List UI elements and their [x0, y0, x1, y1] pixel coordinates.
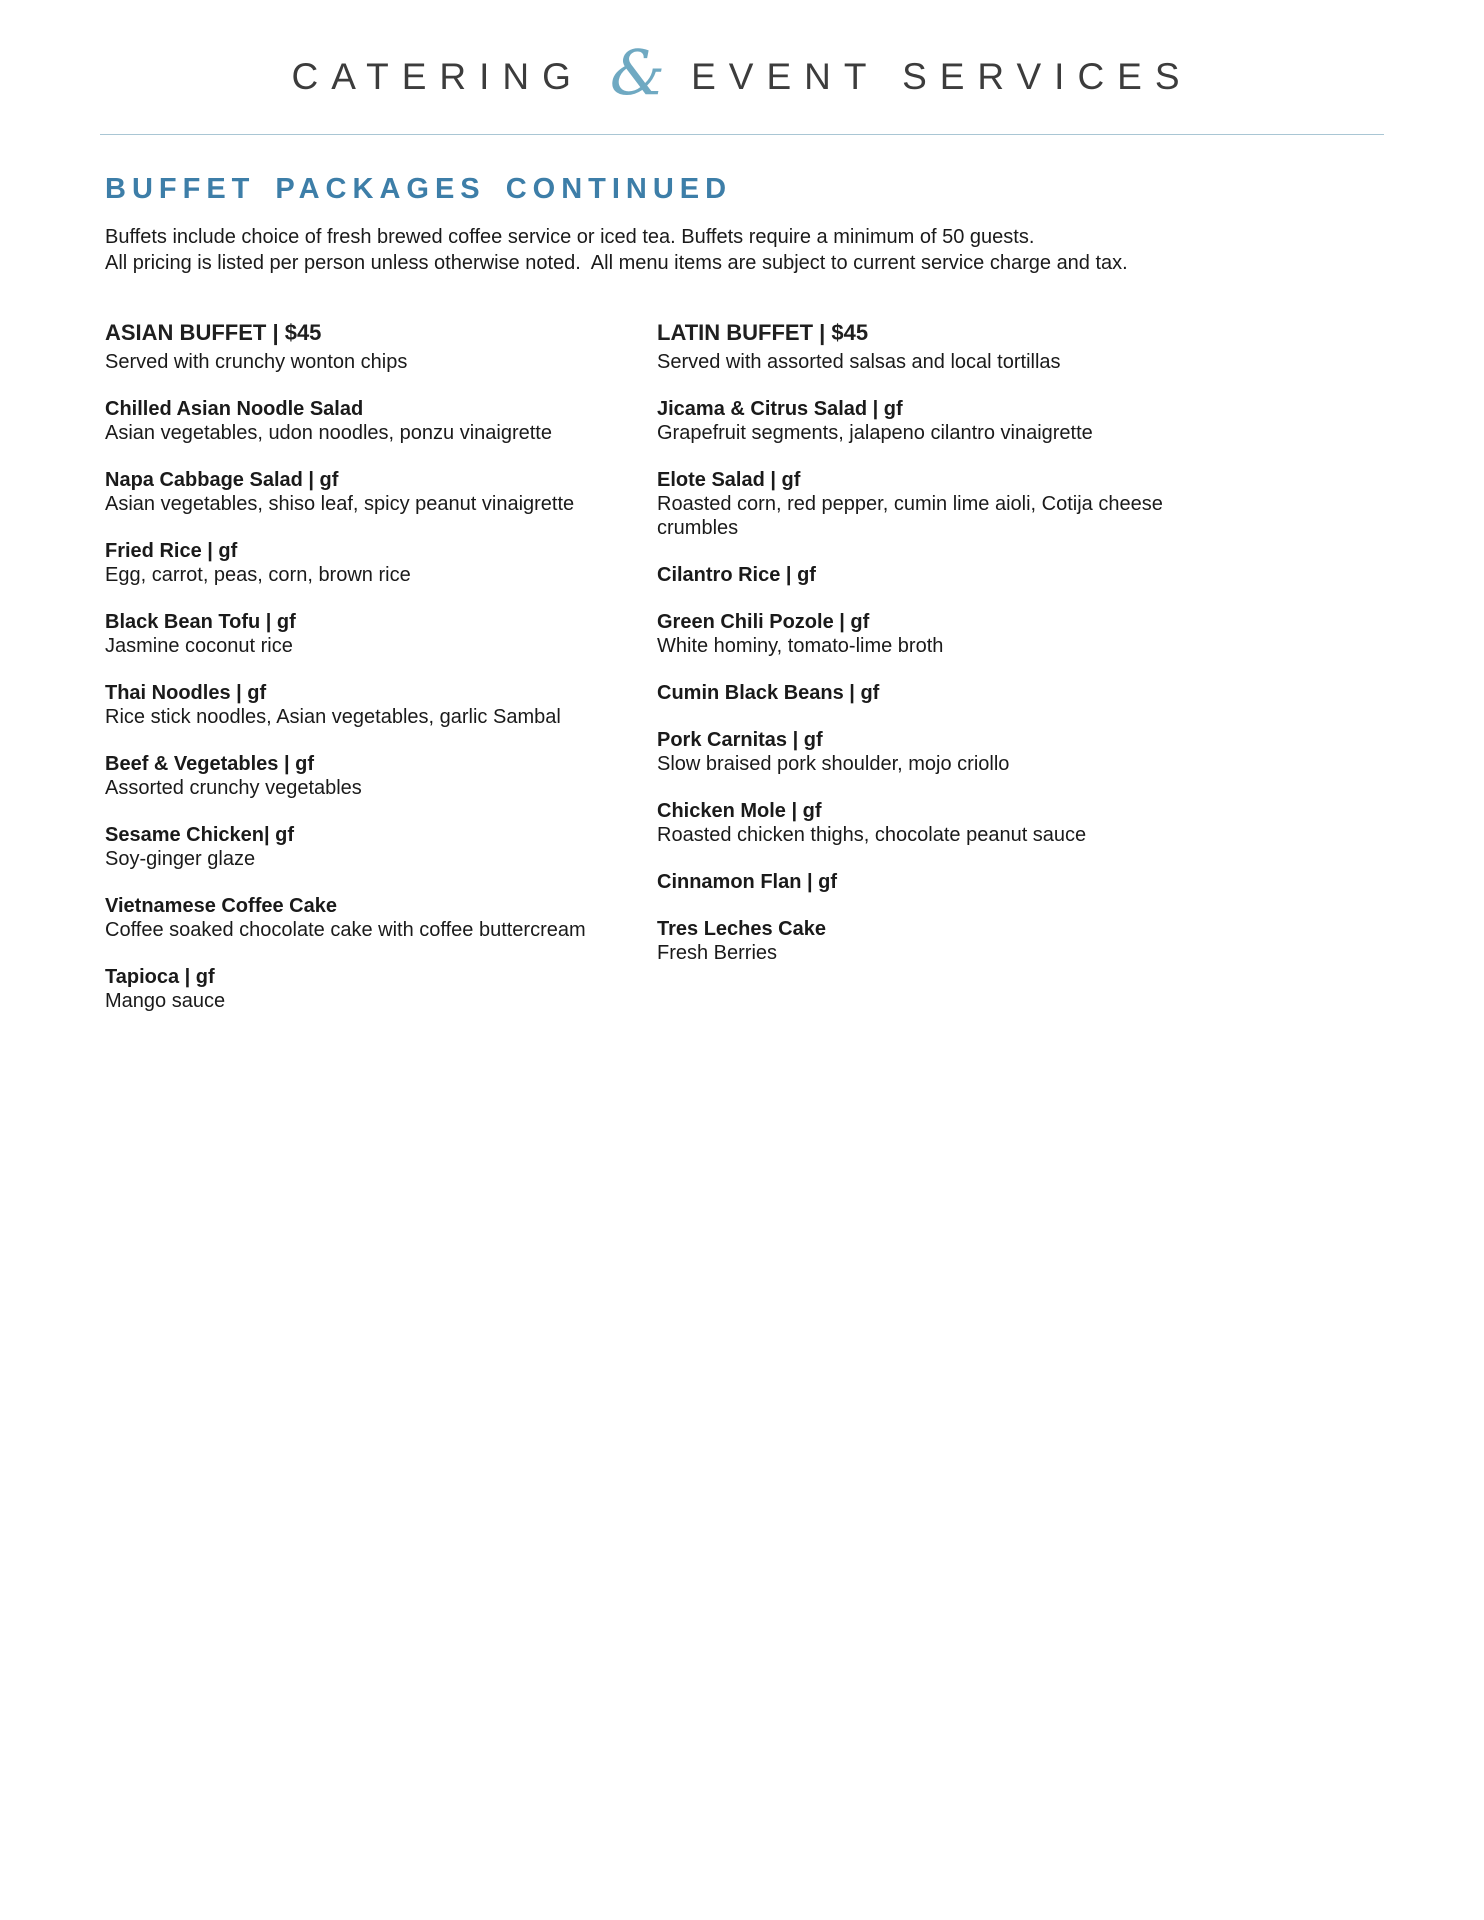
menu-title: LATIN BUFFET | $45 — [657, 320, 869, 345]
item-name: Cinnamon Flan | gf — [657, 871, 838, 893]
item-name: Elote Salad | gf — [657, 469, 801, 491]
item-desc: White hominy, tomato-lime broth — [657, 635, 944, 657]
menu-item — [657, 468, 1384, 540]
intro-line-2: All pricing is listed per person unless otherwise noted. All menu items are subject to current service charge and tax. — [105, 252, 1128, 274]
menu-item — [657, 870, 1384, 894]
menu-item — [657, 728, 1384, 776]
menu-item — [657, 799, 1384, 847]
item-desc: Egg, carrot, peas, corn, brown rice — [105, 564, 411, 586]
item-desc: Jasmine coconut rice — [105, 635, 293, 657]
item-name: Beef & Vegetables | gf — [105, 753, 314, 775]
menu-item — [105, 539, 657, 587]
item-name: Cumin Black Beans | gf — [657, 682, 880, 704]
menu-column-asian — [105, 320, 657, 1013]
item-desc: Fresh Berries — [657, 942, 778, 964]
page-title: BUFFET PACKAGES CONTINUED — [105, 173, 733, 205]
menu-items — [105, 397, 657, 1013]
menu-title: ASIAN BUFFET | $45 — [105, 320, 322, 345]
item-name: Cilantro Rice | gf — [657, 564, 816, 586]
menu-item — [657, 610, 1384, 658]
menu-item — [105, 752, 657, 800]
intro-text — [105, 224, 1384, 276]
menu-item — [105, 397, 657, 445]
menu-item — [657, 917, 1384, 965]
menu-subtitle: Served with crunchy wonton chips — [105, 351, 408, 373]
ampersand-icon: & — [609, 36, 666, 109]
item-name: Napa Cabbage Salad | gf — [105, 469, 339, 491]
menu-item — [657, 563, 1384, 587]
item-desc: Soy-ginger glaze — [105, 848, 256, 870]
item-desc: Assorted crunchy vegetables — [105, 777, 362, 799]
item-name: Jicama & Citrus Salad | gf — [657, 398, 903, 420]
item-name: Vietnamese Coffee Cake — [105, 895, 337, 917]
menu-item — [105, 823, 657, 871]
item-name: Thai Noodles | gf — [105, 682, 267, 704]
item-name: Tapioca | gf — [105, 966, 215, 988]
menu-item — [657, 681, 1384, 705]
item-name: Chicken Mole | gf — [657, 800, 822, 822]
item-name: Tres Leches Cake — [657, 918, 826, 940]
menu-item — [105, 681, 657, 729]
menu-item — [657, 397, 1384, 445]
item-desc: Coffee soaked chocolate cake with coffee buttercream — [105, 919, 586, 941]
brand-left-text: CATERING — [291, 56, 584, 97]
item-name: Black Bean Tofu | gf — [105, 611, 296, 633]
item-name: Fried Rice | gf — [105, 540, 238, 562]
menu-item — [105, 610, 657, 658]
item-desc: Grapefruit segments, jalapeno cilantro vinaigrette — [657, 422, 1093, 444]
item-name: Pork Carnitas | gf — [657, 729, 823, 751]
item-desc: Mango sauce — [105, 990, 226, 1012]
menu-item — [105, 468, 657, 516]
header-divider — [100, 134, 1384, 135]
item-desc: Roasted chicken thighs, chocolate peanut sauce — [657, 824, 1087, 846]
item-name: Green Chili Pozole | gf — [657, 611, 870, 633]
menu-items — [657, 397, 1384, 965]
item-desc: Roasted corn, red pepper, cumin lime aioli, Cotija cheese crumbles — [657, 493, 1163, 539]
item-desc: Asian vegetables, udon noodles, ponzu vinaigrette — [105, 422, 552, 444]
menu-columns — [105, 320, 1384, 1013]
menu-subtitle: Served with assorted salsas and local tortillas — [657, 351, 1061, 373]
item-desc: Slow braised pork shoulder, mojo criollo — [657, 753, 1010, 775]
item-name: Chilled Asian Noodle Salad — [105, 398, 364, 420]
menu-item — [105, 965, 657, 1013]
item-desc: Rice stick noodles, Asian vegetables, garlic Sambal — [105, 706, 561, 728]
item-desc: Asian vegetables, shiso leaf, spicy peanut vinaigrette — [105, 493, 575, 515]
menu-item — [105, 894, 657, 942]
brand-right-text: EVENT SERVICES — [691, 56, 1193, 97]
intro-line-1: Buffets include choice of fresh brewed coffee service or iced tea. Buffets require a minimum of 50 guests. — [105, 226, 1035, 248]
brand-header — [100, 0, 1384, 108]
item-name: Sesame Chicken| gf — [105, 824, 295, 846]
menu-column-latin — [657, 320, 1384, 1013]
